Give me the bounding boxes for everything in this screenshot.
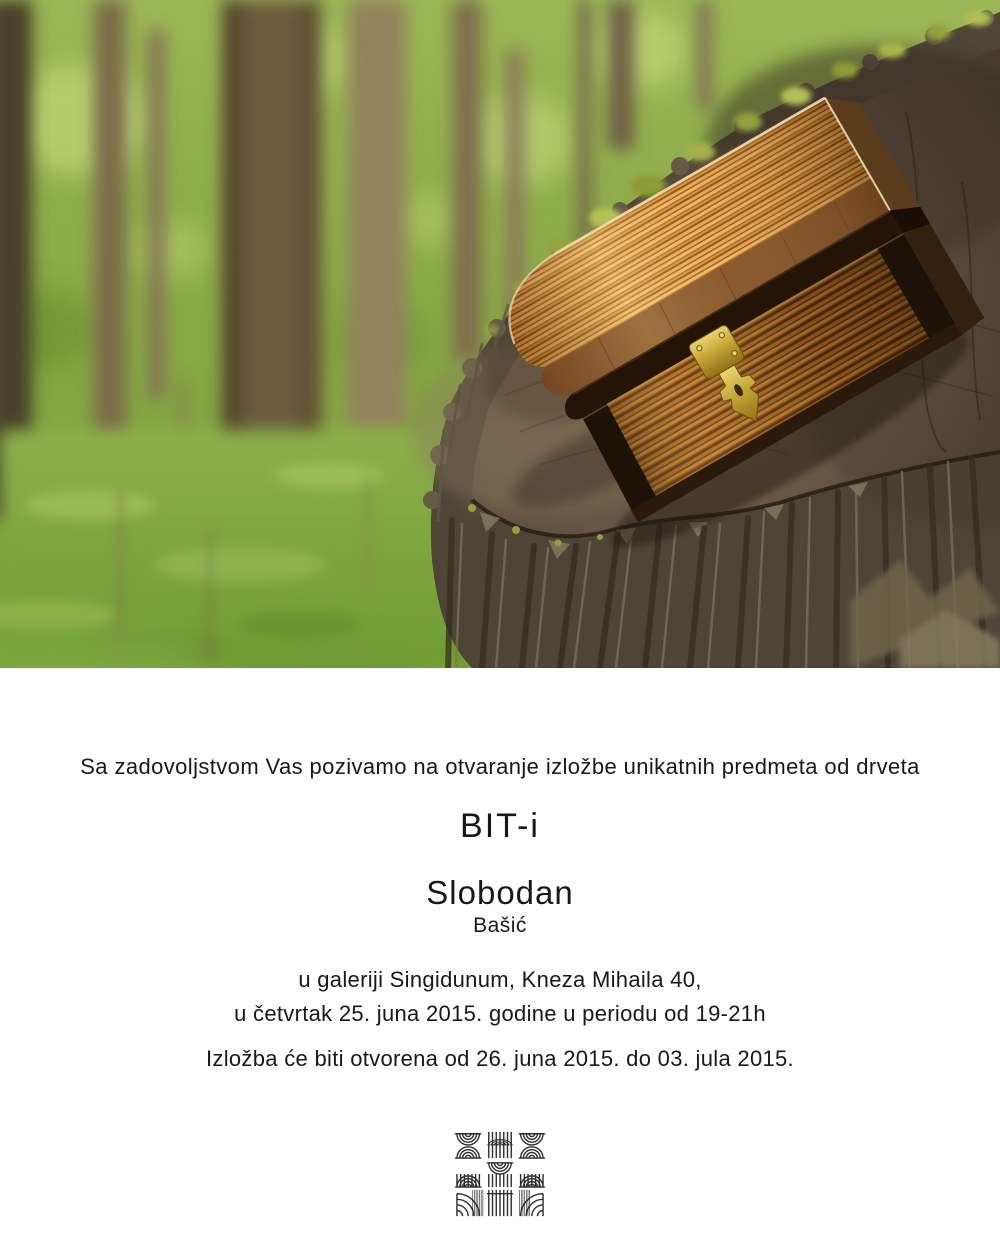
exhibition-title: BIT-i [460,807,540,845]
intro-line: Sa zadovoljstvom Vas pozivamo na otvaranje izložbe unikatnih predmeta od drveta [80,754,920,779]
gallery-logo [452,1130,548,1218]
artist-last-name: Bašić [473,914,527,937]
time-line: u četvrtak 25. juna 2015. godine u periodu od 19-21h [234,1001,766,1026]
venue-datetime-block [0,963,1000,1031]
venue-line: u galeriji Singidunum, Kneza Mihaila 40, [298,967,702,992]
duration-line: Izložba će biti otvorena od 26. juna 2015. do 03. jula 2015. [206,1046,794,1071]
gallery-logo-mark [452,1130,548,1218]
artist-first-name: Slobodan [426,874,574,911]
invitation-text-block [0,754,1000,1218]
